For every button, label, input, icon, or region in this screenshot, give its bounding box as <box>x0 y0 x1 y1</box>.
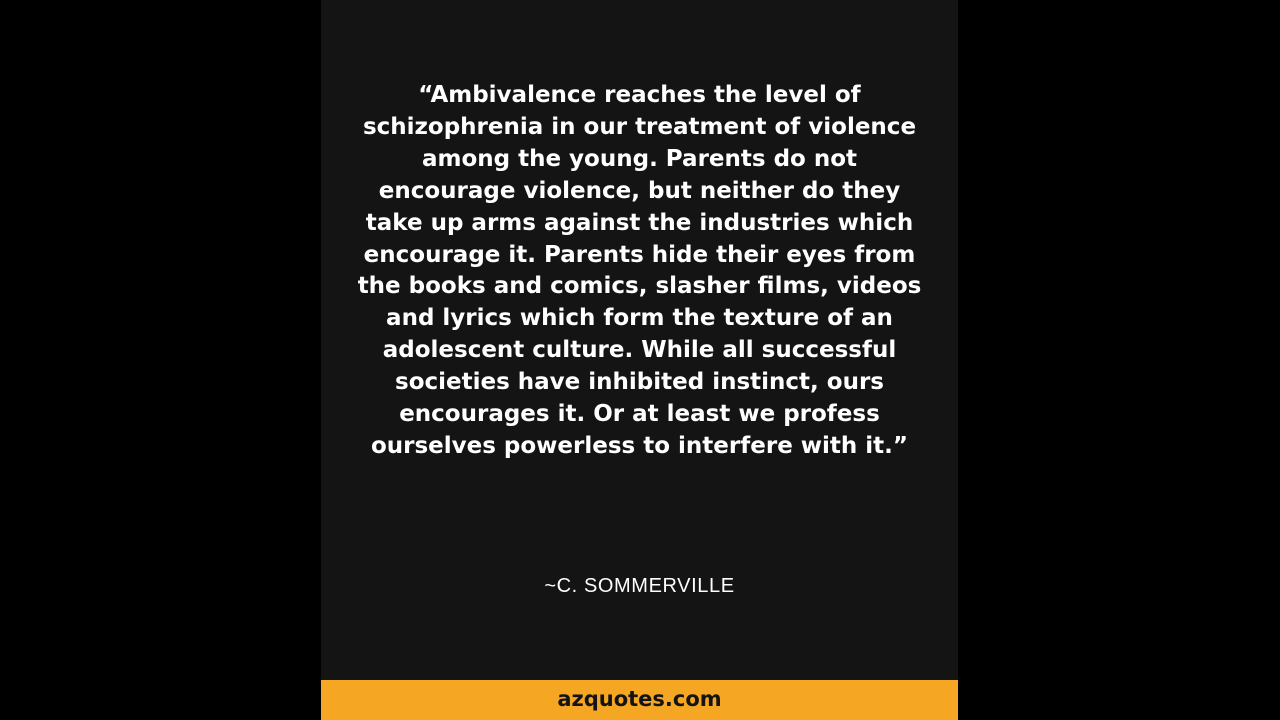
site-name[interactable]: azquotes.com <box>557 687 722 711</box>
footer-bar[interactable] <box>321 680 958 720</box>
quote-card <box>321 0 958 720</box>
quote-author: ~C. SOMMERVILLE <box>544 575 735 597</box>
quote-text: “Ambivalence reaches the level of schizophrenia in our treatment of violence among the young. Parents do not encourage violence, but neither do they take up arms against the industries which encourage it. Parents hide their eyes from the books and comics, slasher films, videos and lyrics which form the texture of an adolescent culture. While all successful societies have inhibited instinct, ours encourages it. Or at least we profess ourselves powerless to interfere with it.” <box>357 82 922 459</box>
